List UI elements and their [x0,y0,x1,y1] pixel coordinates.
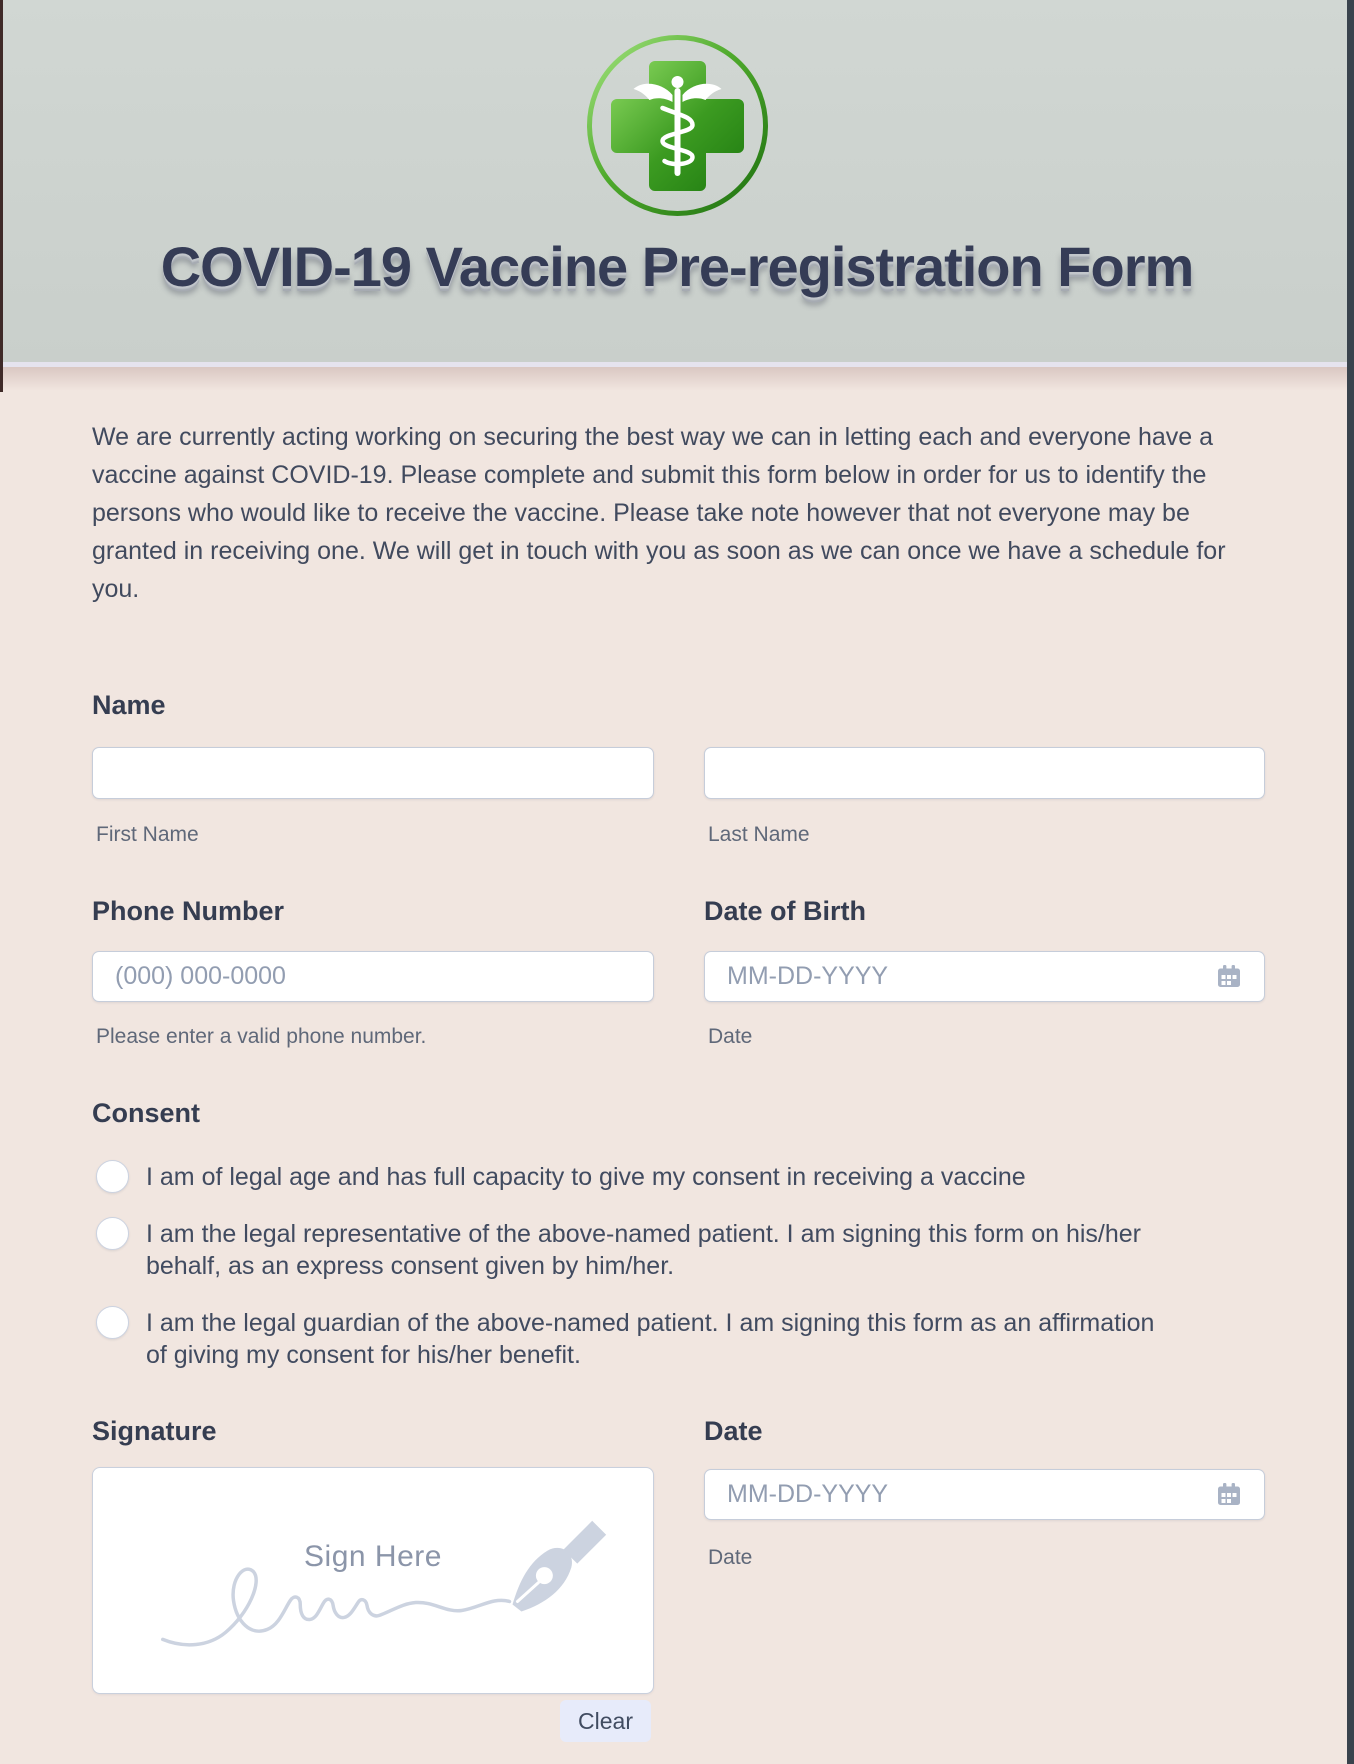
consent-option-label: I am of legal age and has full capacity to give my consent in receiving a vaccine [146,1163,1026,1191]
signature-pad[interactable] [92,1467,654,1694]
consent-option-row [92,1160,1265,1193]
last-name-sublabel: Last Name [708,823,810,846]
first-name-sublabel: First Name [96,823,199,846]
consent-radio-group [92,1160,1265,1371]
calendar-icon[interactable] [1215,1480,1243,1508]
phone-input[interactable] [92,951,654,1002]
consent-radio-legal-guardian[interactable] [96,1306,129,1339]
first-name-input[interactable] [92,747,654,799]
date-label: Date [704,1416,763,1446]
signature-clear-button[interactable]: Clear [560,1700,651,1742]
date-input[interactable] [704,1469,1265,1520]
consent-option-label: I am the legal representative of the above-named patient. I am signing this form on his/her behalf, as an express consent given by him/her. [146,1220,1141,1280]
form-header [0,0,1354,362]
dob-input[interactable] [704,951,1265,1002]
consent-option-label: I am the legal guardian of the above-named patient. I am signing this form as an affirmation of giving my consent for his/her benefit. [146,1309,1155,1369]
signature-squiggle-and-pen-nib-icon [93,1468,653,1694]
window-edge-right [1347,0,1354,1764]
sign-here-watermark: Sign Here [304,1540,442,1573]
medical-cross-caduceus-icon [585,33,770,218]
intro-paragraph: We are currently acting working on securing the best way we can in letting each and everyone have a vaccine against COVID-19. Please complete and submit this form below in order for us to identify the persons who would like to receive the vaccine. Please take note however that not everyone may be granted in receiving one. We will get in touch with you as soon as we can once we have a schedule for you. [92,423,1226,603]
last-name-input[interactable] [704,747,1265,799]
consent-label: Consent [92,1098,200,1128]
consent-option-row [92,1306,1265,1371]
header-shadow [0,367,1354,391]
consent-option-row [92,1217,1265,1282]
date-sublabel: Date [708,1546,753,1569]
phone-label: Phone Number [92,896,285,926]
consent-radio-legal-age[interactable] [96,1160,129,1193]
calendar-icon[interactable] [1215,962,1243,990]
dob-label: Date of Birth [704,896,866,926]
window-edge-left [0,0,3,392]
consent-radio-legal-representative[interactable] [96,1217,129,1250]
page-title: COVID-19 Vaccine Pre-registration Form [160,235,1194,298]
name-label: Name [92,690,166,720]
phone-sublabel: Please enter a valid phone number. [96,1025,427,1048]
signature-label: Signature [92,1416,217,1446]
dob-sublabel: Date [708,1025,753,1048]
